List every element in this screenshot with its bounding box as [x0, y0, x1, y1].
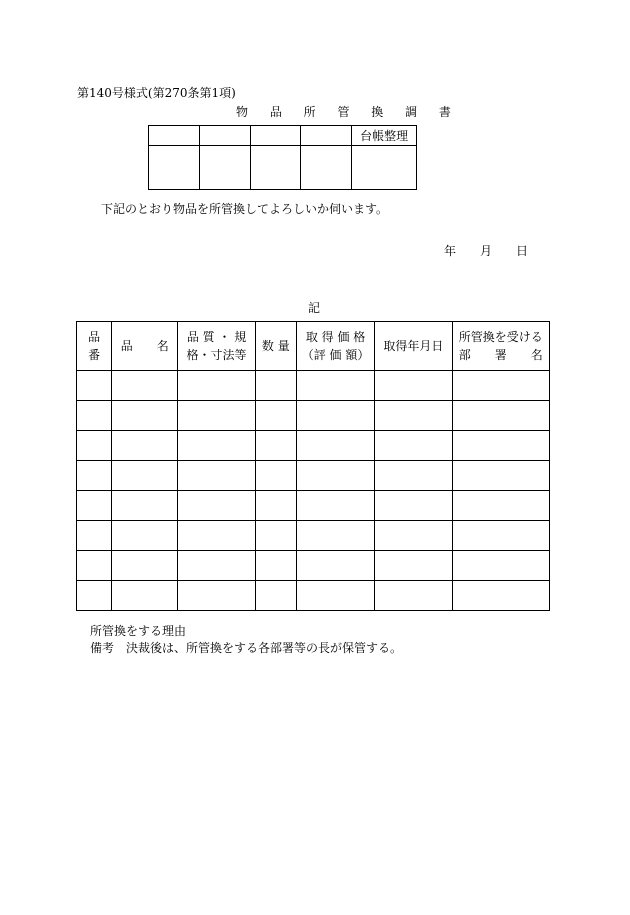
table-cell — [178, 371, 255, 401]
table-cell — [296, 371, 374, 401]
table-cell — [77, 581, 112, 611]
table-cell — [255, 371, 296, 401]
note-text: 備考 決裁後は、所管換をする各部署等の長が保管する。 — [90, 641, 403, 655]
table-cell — [375, 551, 452, 581]
table-row — [77, 491, 550, 521]
table-header-row — [77, 322, 550, 371]
items-table — [76, 321, 550, 611]
table-cell — [255, 521, 296, 551]
table-cell — [452, 461, 549, 491]
table-cell — [375, 371, 452, 401]
table-cell — [296, 521, 374, 551]
document-title: 物 品 所 管 換 調 書 — [236, 105, 460, 119]
ledger-cell — [301, 126, 352, 146]
table-cell — [77, 401, 112, 431]
table-cell — [296, 431, 374, 461]
table-cell — [77, 371, 112, 401]
header-item-number: 品 番 — [77, 322, 112, 371]
table-row — [77, 401, 550, 431]
ledger-cell — [352, 146, 417, 190]
table-cell — [255, 431, 296, 461]
header-item-name: 品 名 — [112, 322, 178, 371]
table-row — [77, 521, 550, 551]
table-cell — [452, 521, 549, 551]
ledger-box — [148, 125, 417, 190]
table-cell — [375, 431, 452, 461]
table-row — [77, 461, 550, 491]
table-cell — [296, 461, 374, 491]
table-cell — [255, 581, 296, 611]
table-body — [77, 371, 550, 611]
table-cell — [77, 461, 112, 491]
table-cell — [452, 431, 549, 461]
table-cell — [112, 551, 178, 581]
table-cell — [255, 551, 296, 581]
table-cell — [77, 521, 112, 551]
header-acquisition-price: 取 得 価 格 （評 価 額） — [296, 322, 374, 371]
header-receiving-department: 所管換を受ける 部 署 名 — [452, 322, 549, 371]
table-cell — [452, 371, 549, 401]
table-cell — [296, 491, 374, 521]
table-cell — [452, 551, 549, 581]
table-cell — [77, 551, 112, 581]
ledger-cell — [250, 126, 301, 146]
table-cell — [178, 491, 255, 521]
form-number: 第140号様式(第270条第1項) — [77, 86, 236, 100]
table-row — [77, 371, 550, 401]
date-month: 月 — [480, 244, 493, 258]
table-cell — [296, 551, 374, 581]
table-cell — [112, 491, 178, 521]
ledger-cell — [199, 126, 250, 146]
header-quantity: 数 量 — [255, 322, 296, 371]
ledger-cell — [250, 146, 301, 190]
table-cell — [375, 491, 452, 521]
ki-label: 記 — [308, 301, 321, 315]
table-cell — [296, 401, 374, 431]
table-cell — [452, 491, 549, 521]
table-cell — [296, 581, 374, 611]
ledger-cell — [199, 146, 250, 190]
table-cell — [255, 491, 296, 521]
reason-label: 所管換をする理由 — [90, 624, 187, 638]
table-cell — [112, 431, 178, 461]
ledger-cell — [301, 146, 352, 190]
table-cell — [112, 461, 178, 491]
table-cell — [178, 401, 255, 431]
table-cell — [112, 581, 178, 611]
table-cell — [112, 371, 178, 401]
ledger-cell — [149, 126, 200, 146]
table-cell — [452, 581, 549, 611]
date-day: 日 — [516, 244, 529, 258]
table-cell — [112, 401, 178, 431]
table-cell — [375, 401, 452, 431]
table-row — [77, 581, 550, 611]
table-cell — [375, 581, 452, 611]
table-row — [77, 431, 550, 461]
header-acquisition-date: 取得年月日 — [375, 322, 452, 371]
table-cell — [255, 401, 296, 431]
table-cell — [178, 461, 255, 491]
table-cell — [375, 521, 452, 551]
ledger-cell — [149, 146, 200, 190]
table-cell — [77, 431, 112, 461]
table-cell — [178, 551, 255, 581]
table-cell — [375, 461, 452, 491]
table-cell — [77, 491, 112, 521]
header-quality-spec: 品 質 ・ 規 格・寸法等 — [178, 322, 255, 371]
ledger-label: 台帳整理 — [352, 126, 417, 146]
request-text: 下記のとおり物品を所管換してよろしいか伺います。 — [101, 202, 389, 216]
table-cell — [178, 581, 255, 611]
table-cell — [178, 431, 255, 461]
table-cell — [112, 521, 178, 551]
date-year: 年 — [444, 244, 457, 258]
table-cell — [178, 521, 255, 551]
table-cell — [452, 401, 549, 431]
table-cell — [255, 461, 296, 491]
table-row — [77, 551, 550, 581]
